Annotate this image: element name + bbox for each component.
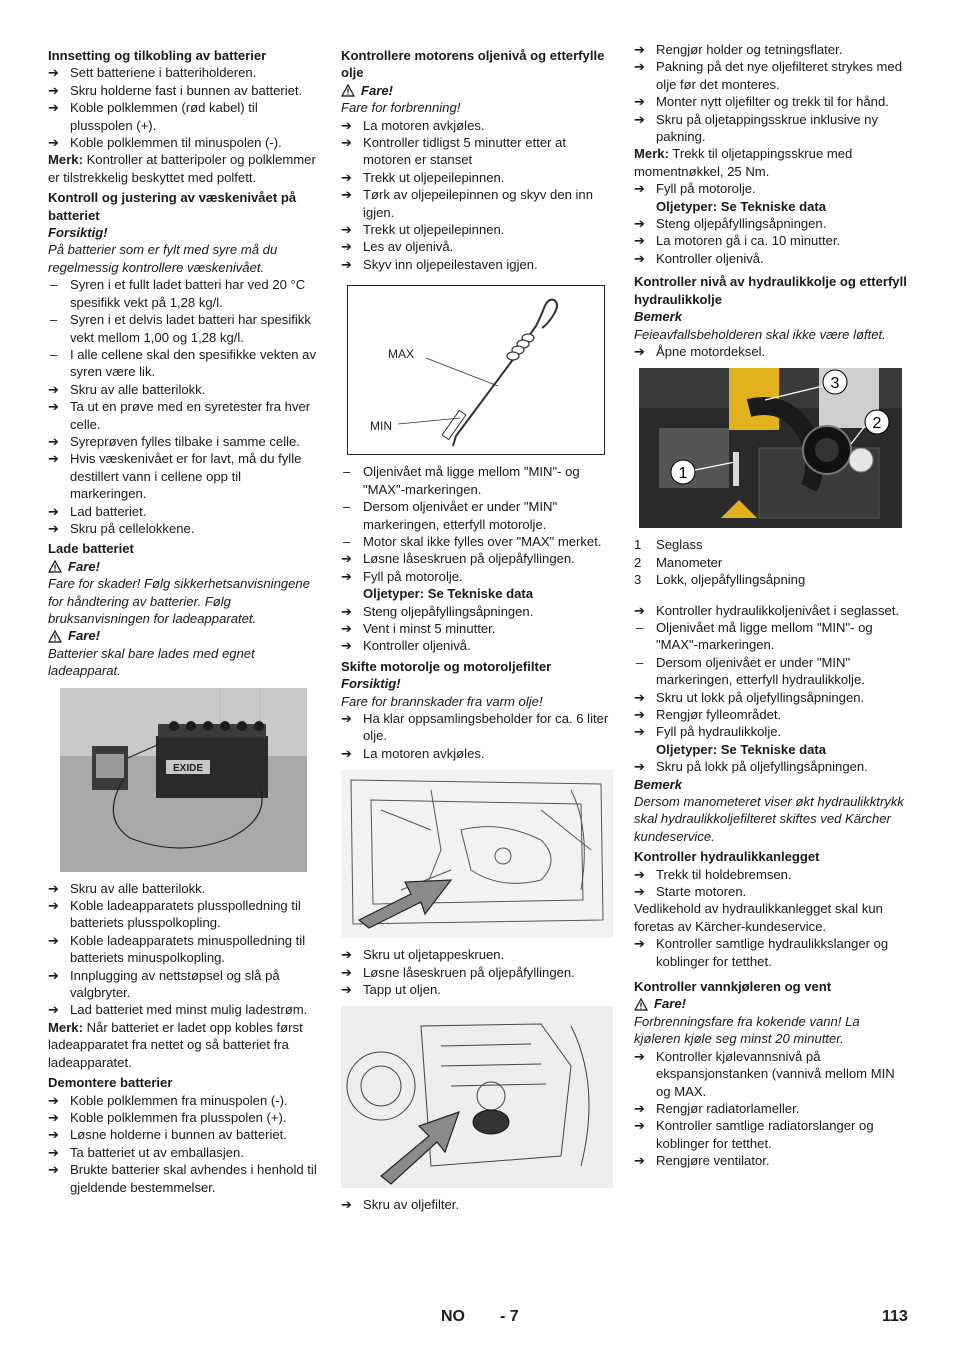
danger-label: Fare!	[48, 558, 321, 575]
step: ➔ Ta batteriet ut av emballasjen.	[48, 1144, 244, 1160]
arrow-right-icon: ➔	[341, 1197, 352, 1213]
arrow-right-icon: ➔	[341, 710, 352, 726]
legend-item: 3 Lokk, oljepåfyllingsåpning	[634, 572, 806, 588]
column-1	[48, 44, 321, 1196]
hydraulic-tank-photo	[639, 368, 902, 528]
arrow-right-icon: ➔	[634, 1153, 645, 1169]
arrow-right-icon: ➔	[48, 967, 59, 983]
arrow-right-icon: ➔	[48, 100, 59, 116]
step: ➔ Koble polklemmen fra plusspolen (+).	[48, 1109, 287, 1125]
step: ➔ Koble polklemmen fra minuspolen (-).	[48, 1092, 288, 1108]
note: Merk: Kontroller at batteripoler og polklemmer er tilstrekkelig beskyttet med polfett.	[48, 152, 316, 185]
step: ➔ Koble ladeapparatets plusspolledning til batteriets plusspolkopling.	[48, 898, 301, 931]
step: ➔ Skru på lokk på oljefyllingsåpningen.	[634, 759, 868, 775]
arrow-right-icon: ➔	[48, 399, 59, 415]
section-page: - 7	[500, 1308, 519, 1325]
step: ➔ Skru på oljetappingsskrue inklusive ny pakning.	[634, 111, 878, 145]
arrow-right-icon: ➔	[48, 82, 59, 98]
danger-text: Forbrenningsfare fra kokende vann! La kjøleren kjøle seg minst 20 minutter.	[634, 1013, 860, 1047]
arrow-right-icon: ➔	[48, 381, 59, 397]
arrow-right-icon: ➔	[48, 1002, 59, 1018]
step: ➔ Monter nytt oljefilter og trekk til for hånd.	[634, 94, 889, 110]
dipstick-figure	[347, 285, 605, 455]
step: ➔ Skru av alle batterilokk.	[48, 880, 206, 896]
step: ➔ Lad batteriet.	[48, 503, 147, 519]
oil-types-reference: Oljetyper: Se Tekniske data	[656, 741, 827, 757]
heading-change-oil: Skifte motorolje og motoroljefilter	[341, 658, 552, 674]
arrow-right-icon: ➔	[634, 689, 645, 705]
arrow-right-icon: ➔	[634, 936, 645, 952]
arrow-right-icon: ➔	[48, 135, 59, 151]
arrow-right-icon: ➔	[634, 706, 645, 722]
arrow-right-icon: ➔	[341, 745, 352, 761]
list-item: – Dersom oljenivået er under "MIN" markeringen, etterfyll motorolje.	[343, 499, 558, 532]
arrow-right-icon: ➔	[48, 451, 59, 467]
language-code: NO	[441, 1308, 465, 1325]
list-item: – Oljenivået må ligge mellom "MIN"- og "MAX"-markeringen.	[636, 619, 873, 653]
step: ➔ Skru av alle batterilokk.	[48, 381, 206, 397]
step: ➔ Kontroller kjølevannsnivå på ekspansjonstanken (vannivå mellom MIN og MAX.	[634, 1048, 895, 1099]
arrow-right-icon: ➔	[341, 169, 352, 185]
step: ➔ Fyll på motorolje.	[341, 568, 463, 584]
remark-text: Feieavfallsbeholderen skal ikke være løftet.	[634, 326, 886, 342]
arrow-right-icon: ➔	[634, 343, 645, 359]
step: ➔ Fyll på motorolje.	[634, 181, 756, 197]
step: ➔ La motoren avkjøles.	[341, 745, 485, 761]
heading-hydraulic-system: Kontroller hydraulikkanlegget	[634, 849, 820, 865]
heading-water-cooler: Kontroller vannkjøleren og vent	[634, 979, 832, 995]
arrow-right-icon: ➔	[48, 1162, 59, 1178]
list-item: – Dersom oljenivået er under "MIN" markeringen, etterfyll hydraulikkolje.	[636, 654, 865, 688]
step: ➔ La motoren gå i ca. 10 minutter.	[634, 233, 841, 249]
step: ➔ Ta ut en prøve med en syretester fra hver celle.	[48, 399, 311, 432]
page-footer	[0, 1306, 954, 1330]
arrow-right-icon: ➔	[48, 503, 59, 519]
step: ➔ Koble polklemmen (rød kabel) til plusspolen (+).	[48, 100, 258, 133]
step: ➔ Lad batteriet med minst mulig ladestrøm.	[48, 1002, 308, 1018]
step: ➔ Løsne låseskruen på oljepåfyllingen.	[341, 551, 575, 567]
arrow-right-icon: ➔	[634, 724, 645, 740]
legend-item: 1 Seglass	[634, 537, 703, 553]
step: ➔ Rengjør holder og tetningsflater.	[634, 42, 843, 57]
info-text: Vedlikehold av hydraulikkanlegget skal kun foretas av Kärcher-kundeservice.	[634, 901, 883, 934]
arrow-right-icon: ➔	[634, 181, 645, 197]
list-item: – I alle cellene skal den spesifikke vekten av syren være lik.	[50, 346, 317, 380]
step: ➔ Koble ladeapparatets minuspolledning til batteriets minuspolkopling.	[48, 932, 306, 966]
arrow-right-icon: ➔	[341, 568, 352, 584]
step: ➔ Skru på cellelokkene.	[48, 520, 195, 536]
arrow-right-icon: ➔	[634, 94, 645, 110]
danger-label: Fare!	[48, 627, 321, 644]
list-item: – Syren i et fullt ladet batteri har ved 20 °C spesifikk vekt på 1,28 kg/l.	[50, 277, 306, 310]
heading-insert-batteries: Innsetting og tilkobling av batterier	[48, 48, 267, 63]
warning-triangle-icon	[341, 84, 355, 97]
arrow-right-icon: ➔	[634, 111, 645, 127]
step: ➔ Trekk ut oljepeilepinnen.	[341, 169, 505, 185]
engine-drain-photo	[341, 770, 613, 938]
caution-text: Fare for brannskader fra varm olje!	[341, 693, 543, 709]
step: ➔ La motoren avkjøles.	[341, 117, 485, 133]
step: ➔ Steng oljepåfyllingsåpningen.	[341, 603, 534, 619]
caution-label: Forsiktig!	[48, 225, 108, 241]
step: ➔ Trekk til holdebremsen.	[634, 866, 792, 882]
heading-check-oil: Kontrollere motorens oljenivå og etterfylle olje	[341, 48, 605, 81]
min-label: MIN	[370, 419, 392, 434]
column-2	[341, 44, 614, 1214]
oil-types-reference: Oljetyper: Se Tekniske data	[363, 586, 534, 602]
step: ➔ Rengjøre ventilator.	[634, 1153, 770, 1169]
arrow-right-icon: ➔	[634, 233, 645, 249]
step: ➔ Skru av oljefilter.	[341, 1197, 460, 1213]
step: ➔ Kontroller hydraulikkoljenivået i seglasset.	[634, 602, 900, 618]
danger-text: Fare for skader! Følg sikkerhetsanvisningene for håndtering av batterier. Følg bruksanvisningen for ladeapparatet.	[48, 576, 310, 626]
step: ➔ Starte motoren.	[634, 884, 747, 900]
arrow-right-icon: ➔	[634, 1118, 645, 1134]
arrow-right-icon: ➔	[341, 239, 352, 255]
arrow-right-icon: ➔	[341, 620, 352, 636]
arrow-right-icon: ➔	[48, 1092, 59, 1108]
heading-charge-battery: Lade batteriet	[48, 541, 134, 557]
arrow-right-icon: ➔	[341, 947, 352, 963]
warning-triangle-icon	[48, 560, 62, 573]
arrow-right-icon: ➔	[48, 1109, 59, 1125]
arrow-right-icon: ➔	[634, 602, 645, 618]
step: ➔ Koble polklemmen til minuspolen (-).	[48, 135, 282, 151]
note: Merk: Når batteriet er ladet opp kobles først ladeapparatet fra nettet og så batteriet fra ladeapparatet.	[48, 1019, 303, 1070]
callout-3: 3	[830, 375, 840, 393]
arrow-right-icon: ➔	[341, 551, 352, 567]
arrow-right-icon: ➔	[48, 1127, 59, 1143]
warning-triangle-icon	[634, 998, 648, 1011]
arrow-right-icon: ➔	[634, 250, 645, 266]
step: ➔ Syreprøven fylles tilbake i samme celle.	[48, 433, 300, 449]
remark-label: Bemerk	[634, 776, 683, 792]
step: ➔ Sett batteriene i batteriholderen.	[48, 65, 257, 81]
callout-1: 1	[678, 465, 688, 483]
arrow-right-icon: ➔	[341, 222, 352, 238]
step: ➔ Brukte batterier skal avhendes i henhold til gjeldende bestemmelser.	[48, 1162, 317, 1195]
arrow-right-icon: ➔	[341, 603, 352, 619]
arrow-right-icon: ➔	[341, 638, 352, 654]
step: ➔ Fyll på hydraulikkolje.	[634, 724, 782, 740]
arrow-right-icon: ➔	[48, 1144, 59, 1160]
arrow-right-icon: ➔	[341, 964, 352, 980]
caution-text: På batterier som er fylt med syre må du regelmessig kontrollere væskenivået.	[48, 242, 278, 275]
step: ➔ Skru holderne fast i bunnen av batteriet.	[48, 82, 303, 98]
danger-text: Batterier skal bare lades med egnet ladeapparat.	[48, 645, 255, 679]
arrow-right-icon: ➔	[634, 884, 645, 900]
arrow-right-icon: ➔	[48, 932, 59, 948]
callout-2: 2	[872, 415, 882, 433]
list-item: – Syren i et delvis ladet batteri har spesifikk vekt mellom 1,00 og 1,28 kg/l.	[50, 312, 311, 345]
arrow-right-icon: ➔	[634, 42, 645, 57]
danger-label: Fare!	[634, 995, 909, 1012]
arrow-right-icon: ➔	[341, 256, 352, 272]
step: ➔ Rengjør radiatorlameller.	[634, 1100, 800, 1116]
list-item: – Oljenivået må ligge mellom "MIN"- og "MAX"-markeringen.	[343, 464, 580, 497]
step: ➔ Tørk av oljepeilepinnen og skyv den inn igjen.	[341, 187, 593, 220]
oil-filter-photo	[341, 1006, 613, 1188]
step: ➔ Hvis væskenivået er for lavt, må du fylle destillert vann i cellene opp til markeringen.	[48, 451, 302, 502]
legend-item: 2 Manometer	[634, 554, 723, 570]
max-label: MAX	[388, 347, 415, 362]
arrow-right-icon: ➔	[634, 759, 645, 775]
arrow-right-icon: ➔	[634, 1100, 645, 1116]
remark-text: Dersom manometeret viser økt hydraulikktrykk skal hydraulikkoljefilteret skiftes ved Kärcher kundeservice.	[634, 794, 904, 844]
step: ➔ Ha klar oppsamlingsbeholder for ca. 6 liter olje.	[341, 710, 609, 744]
arrow-right-icon: ➔	[634, 216, 645, 232]
arrow-right-icon: ➔	[634, 1048, 645, 1064]
column-3	[634, 41, 909, 1170]
danger-text: Fare for forbrenning!	[341, 100, 461, 116]
arrow-right-icon: ➔	[48, 898, 59, 914]
step: ➔ Kontroller samtlige hydraulikkslanger og koblinger for tetthet.	[634, 936, 889, 969]
step: ➔ Innplugging av nettstøpsel og slå på valgbryter.	[48, 967, 280, 1001]
step: ➔ Pakning på det nye oljefilteret strykes med olje før det monteres.	[634, 59, 903, 92]
step: ➔ Løsne holderne i bunnen av batteriet.	[48, 1127, 287, 1143]
list-item: – Motor skal ikke fylles over "MAX" merket.	[343, 533, 602, 549]
step: ➔ Kontroller samtlige radiatorslanger og koblinger for tetthet.	[634, 1118, 874, 1151]
arrow-right-icon: ➔	[634, 59, 645, 75]
caution-label: Forsiktig!	[341, 676, 401, 692]
danger-label: Fare!	[341, 82, 614, 99]
step: ➔ Steng oljepåfyllingsåpningen.	[634, 216, 827, 232]
arrow-right-icon: ➔	[48, 520, 59, 536]
step: ➔ Tapp ut oljen.	[341, 982, 441, 997]
step: ➔ Løsne låseskruen på oljepåfyllingen.	[341, 964, 575, 980]
arrow-right-icon: ➔	[341, 117, 352, 133]
arrow-right-icon: ➔	[634, 866, 645, 882]
step: ➔ Trekk ut oljepeilepinnen.	[341, 222, 505, 238]
step: ➔ Skru ut lokk på oljefyllingsåpningen.	[634, 689, 865, 705]
step: ➔ Kontroller tidligst 5 minutter etter at motoren er stanset	[341, 135, 567, 168]
step: ➔ Les av oljenivå.	[341, 239, 454, 255]
heading-fluid-level: Kontroll og justering av væskenivået på batteriet	[48, 190, 297, 223]
step: ➔ Kontroller oljenivå.	[341, 638, 471, 654]
arrow-right-icon: ➔	[341, 982, 352, 997]
battery-charger-photo	[60, 688, 307, 872]
arrow-right-icon: ➔	[48, 65, 59, 81]
step: ➔ Vent i minst 5 minutter.	[341, 620, 496, 636]
warning-triangle-icon	[48, 630, 62, 643]
note: Merk: Trekk til oljetappingsskrue med momentnøkkel, 25 Nm.	[634, 146, 853, 179]
brand-label: EXIDE	[172, 762, 204, 774]
arrow-right-icon: ➔	[341, 187, 352, 203]
heading-remove-batteries: Demontere batterier	[48, 1075, 173, 1091]
remark-label: Bemerk	[634, 309, 683, 325]
page-number: 113	[882, 1308, 908, 1325]
arrow-right-icon: ➔	[48, 880, 59, 896]
step: ➔ Skyv inn oljepeilestaven igjen.	[341, 256, 538, 272]
arrow-right-icon: ➔	[341, 135, 352, 151]
oil-types-reference: Oljetyper: Se Tekniske data	[656, 198, 827, 214]
step: ➔ Kontroller oljenivå.	[634, 250, 764, 266]
step: ➔ Åpne motordeksel.	[634, 343, 766, 359]
step: ➔ Rengjør fylleområdet.	[634, 706, 782, 722]
heading-hydraulic-oil: Kontroller nivå av hydraulikkolje og etterfyll hydraulikkolje	[634, 274, 907, 307]
arrow-right-icon: ➔	[48, 433, 59, 449]
step: ➔ Skru ut oljetappeskruen.	[341, 947, 505, 963]
